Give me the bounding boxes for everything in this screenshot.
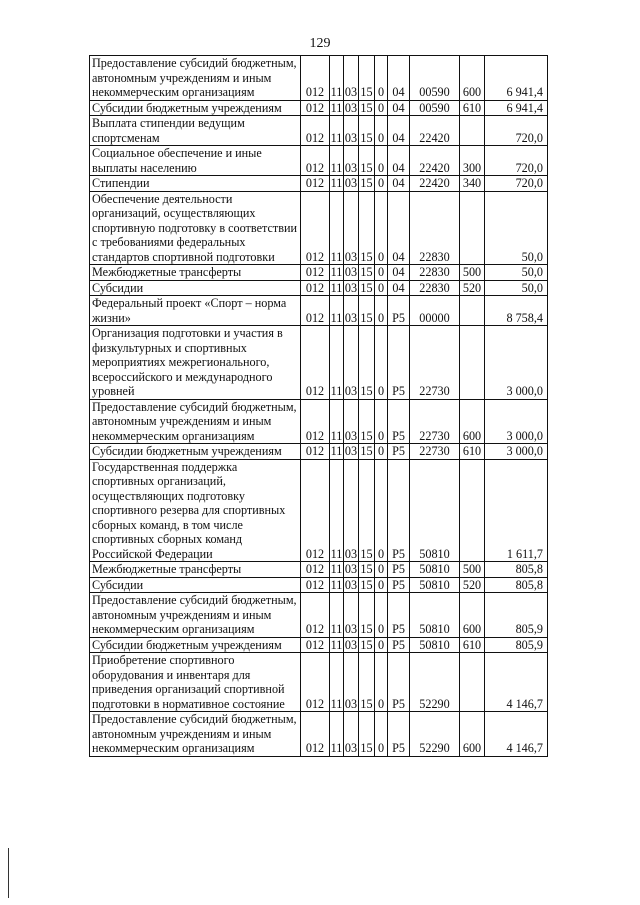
table-row bbox=[90, 326, 548, 400]
amount: 6 941,4 bbox=[485, 100, 548, 116]
program-code: 15 bbox=[360, 444, 373, 458]
row-name: Приобретение спортивного оборудования и инвентаря для приведения организаций спортивной подготовки в нормативное состояние bbox=[90, 653, 301, 712]
subsection-code: 03 bbox=[344, 280, 358, 295]
expense-type-code: 500 bbox=[460, 265, 485, 281]
section-code: 11 bbox=[330, 100, 343, 115]
program-code: 15 bbox=[360, 100, 373, 115]
project-code: 04 bbox=[388, 176, 410, 192]
direction-code: 00590 bbox=[410, 56, 460, 101]
subprogram-code: 0 bbox=[375, 191, 388, 265]
direction-code: 50810 bbox=[410, 637, 460, 653]
section-code: 11 bbox=[330, 399, 344, 444]
direction-code: 22420 bbox=[410, 176, 460, 192]
program-code: 15 bbox=[359, 146, 375, 176]
row-name: Субсидии бюджетным учреждениям bbox=[90, 444, 301, 460]
row-name: Межбюджетные трансферты bbox=[90, 562, 301, 578]
project-code: P5 bbox=[388, 444, 410, 460]
program-code: 15 bbox=[359, 653, 375, 712]
ministry-code: 012 bbox=[301, 296, 330, 326]
row-name: Федеральный проект «Спорт – норма жизни» bbox=[90, 296, 301, 326]
subsection-code: 03 bbox=[344, 176, 358, 190]
subprogram-code: 0 bbox=[375, 637, 388, 653]
amount: 6 941,4 bbox=[485, 56, 548, 101]
expense-type-code bbox=[460, 459, 485, 562]
table-row bbox=[90, 296, 548, 326]
ministry-code: 012 bbox=[301, 459, 330, 562]
amount: 4 146,7 bbox=[485, 653, 548, 712]
expense-type-code: 520 bbox=[460, 280, 485, 296]
subsection-code: 03 bbox=[344, 296, 359, 326]
program-code: 15 bbox=[359, 459, 375, 562]
subprogram-code: 0 bbox=[375, 176, 388, 192]
subsection-code: 03 bbox=[344, 191, 359, 265]
section-code: 11 bbox=[330, 280, 343, 295]
expense-type-code: 610 bbox=[460, 637, 485, 653]
direction-code: 52290 bbox=[410, 653, 460, 712]
amount: 805,9 bbox=[485, 593, 548, 638]
ministry-code: 012 bbox=[301, 653, 330, 712]
table-row bbox=[90, 444, 548, 460]
direction-code: 50810 bbox=[410, 593, 460, 638]
project-code: 04 bbox=[388, 56, 410, 101]
table-row bbox=[90, 459, 548, 562]
row-name: Субсидии бюджетным учреждениям bbox=[90, 100, 301, 116]
table-row bbox=[90, 280, 548, 296]
program-code: 15 bbox=[360, 637, 373, 652]
amount: 1 611,7 bbox=[485, 459, 548, 562]
table-row bbox=[90, 637, 548, 653]
subprogram-code: 0 bbox=[375, 712, 388, 757]
ministry-code: 012 bbox=[301, 577, 330, 593]
ministry-code: 012 bbox=[301, 399, 330, 444]
direction-code: 22730 bbox=[410, 399, 460, 444]
row-name: Субсидии bbox=[90, 577, 301, 593]
section-code: 11 bbox=[330, 296, 344, 326]
ministry-code: 012 bbox=[301, 593, 330, 638]
expense-type-code: 600 bbox=[460, 56, 485, 101]
section-code: 11 bbox=[330, 712, 344, 757]
project-code: 04 bbox=[388, 280, 410, 296]
project-code: P5 bbox=[388, 326, 410, 400]
expense-type-code bbox=[460, 296, 485, 326]
ministry-code: 012 bbox=[301, 116, 330, 146]
section-code: 11 bbox=[330, 191, 344, 265]
direction-code: 50810 bbox=[410, 562, 460, 578]
project-code: 04 bbox=[388, 191, 410, 265]
program-code: 15 bbox=[360, 562, 373, 576]
project-code: P5 bbox=[388, 459, 410, 562]
section-code: 11 bbox=[330, 265, 343, 279]
section-code: 11 bbox=[330, 444, 343, 458]
row-name: Государственная поддержка спортивных организаций, осуществляющих подготовку спортивного резерва для спортивных сборных команд, в том числе спортивных сборных команд Российской Федерации bbox=[90, 459, 301, 562]
section-code: 11 bbox=[330, 653, 344, 712]
table-row bbox=[90, 577, 548, 593]
ministry-code: 012 bbox=[301, 562, 330, 578]
expense-type-code bbox=[460, 191, 485, 265]
section-code: 11 bbox=[330, 176, 343, 190]
row-name: Стипендии bbox=[90, 176, 301, 192]
subsection-code: 03 bbox=[344, 637, 358, 652]
subprogram-code: 0 bbox=[375, 296, 388, 326]
section-code: 11 bbox=[330, 56, 344, 101]
program-code: 15 bbox=[359, 116, 375, 146]
expense-type-code: 300 bbox=[460, 146, 485, 176]
subsection-code: 03 bbox=[344, 100, 358, 115]
amount: 805,8 bbox=[485, 577, 548, 593]
subsection-code: 03 bbox=[344, 116, 359, 146]
amount: 3 000,0 bbox=[485, 444, 548, 460]
direction-code: 22830 bbox=[410, 280, 460, 296]
ministry-code: 012 bbox=[301, 444, 330, 460]
expense-type-code bbox=[460, 653, 485, 712]
subsection-code: 03 bbox=[344, 444, 358, 458]
subprogram-code: 0 bbox=[375, 100, 388, 116]
row-name: Социальное обеспечение и иные выплаты населению bbox=[90, 146, 301, 176]
subsection-code: 03 bbox=[344, 562, 358, 576]
subprogram-code: 0 bbox=[375, 653, 388, 712]
program-code: 15 bbox=[359, 712, 375, 757]
ministry-code: 012 bbox=[301, 56, 330, 101]
page-number: 129 bbox=[309, 36, 331, 51]
ministry-code: 012 bbox=[301, 712, 330, 757]
expense-type-code: 340 bbox=[460, 176, 485, 192]
section-code: 11 bbox=[330, 637, 343, 652]
subsection-code: 03 bbox=[344, 265, 358, 279]
amount: 720,0 bbox=[485, 176, 548, 192]
table-row bbox=[90, 146, 548, 176]
subprogram-code: 0 bbox=[375, 56, 388, 101]
project-code: P5 bbox=[388, 653, 410, 712]
table-row bbox=[90, 191, 548, 265]
amount: 3 000,0 bbox=[485, 326, 548, 400]
amount: 50,0 bbox=[485, 191, 548, 265]
project-code: 04 bbox=[388, 100, 410, 116]
table-row bbox=[90, 265, 548, 281]
program-code: 15 bbox=[360, 265, 373, 279]
subsection-code: 03 bbox=[344, 712, 359, 757]
program-code: 15 bbox=[359, 296, 375, 326]
direction-code: 22730 bbox=[410, 326, 460, 400]
budget-table bbox=[89, 55, 548, 757]
program-code: 15 bbox=[359, 56, 375, 101]
expense-type-code: 610 bbox=[460, 444, 485, 460]
project-code: P5 bbox=[388, 593, 410, 638]
amount: 8 758,4 bbox=[485, 296, 548, 326]
row-name: Предоставление субсидий бюджетным, автономным учреждениям и иным некоммерческим организациям bbox=[90, 593, 301, 638]
subsection-code: 03 bbox=[344, 399, 359, 444]
section-code: 11 bbox=[330, 326, 344, 400]
row-name: Предоставление субсидий бюджетным, автономным учреждениям и иным некоммерческим организациям bbox=[90, 399, 301, 444]
project-code: P5 bbox=[388, 712, 410, 757]
section-code: 11 bbox=[330, 593, 344, 638]
amount: 50,0 bbox=[485, 280, 548, 296]
subprogram-code: 0 bbox=[375, 265, 388, 281]
ministry-code: 012 bbox=[301, 326, 330, 400]
expense-type-code: 520 bbox=[460, 577, 485, 593]
subsection-code: 03 bbox=[344, 459, 359, 562]
subsection-code: 03 bbox=[344, 593, 359, 638]
subprogram-code: 0 bbox=[375, 459, 388, 562]
table-row bbox=[90, 100, 548, 116]
expense-type-code: 600 bbox=[460, 593, 485, 638]
program-code: 15 bbox=[359, 593, 375, 638]
program-code: 15 bbox=[360, 577, 373, 592]
program-code: 15 bbox=[359, 326, 375, 400]
table-row bbox=[90, 399, 548, 444]
project-code: P5 bbox=[388, 577, 410, 593]
row-name: Субсидии бюджетным учреждениям bbox=[90, 637, 301, 653]
ministry-code: 012 bbox=[301, 191, 330, 265]
program-code: 15 bbox=[360, 280, 373, 295]
row-name: Обеспечение деятельности организаций, осуществляющих спортивную подготовку в соответствии с требованиями федеральных стандартов спортивной подготовки bbox=[90, 191, 301, 265]
table-row bbox=[90, 712, 548, 757]
subprogram-code: 0 bbox=[375, 146, 388, 176]
row-name: Субсидии bbox=[90, 280, 301, 296]
subsection-code: 03 bbox=[344, 146, 359, 176]
amount: 4 146,7 bbox=[485, 712, 548, 757]
direction-code: 22830 bbox=[410, 191, 460, 265]
table-row bbox=[90, 593, 548, 638]
ministry-code: 012 bbox=[301, 146, 330, 176]
project-code: 04 bbox=[388, 265, 410, 281]
amount: 720,0 bbox=[485, 146, 548, 176]
row-name: Организация подготовки и участия в физкультурных и спортивных мероприятиях межрегионального, всероссийского и международного уровней bbox=[90, 326, 301, 400]
subsection-code: 03 bbox=[344, 326, 359, 400]
row-name: Выплата стипендии ведущим спортсменам bbox=[90, 116, 301, 146]
ministry-code: 012 bbox=[301, 100, 330, 116]
row-name: Межбюджетные трансферты bbox=[90, 265, 301, 281]
direction-code: 22830 bbox=[410, 265, 460, 281]
direction-code: 22420 bbox=[410, 116, 460, 146]
project-code: P5 bbox=[388, 562, 410, 578]
program-code: 15 bbox=[360, 176, 373, 190]
expense-type-code: 600 bbox=[460, 712, 485, 757]
row-name: Предоставление субсидий бюджетным, автономным учреждениям и иным некоммерческим организациям bbox=[90, 56, 301, 101]
expense-type-code: 500 bbox=[460, 562, 485, 578]
section-code: 11 bbox=[330, 562, 343, 576]
direction-code: 50810 bbox=[410, 577, 460, 593]
direction-code: 22420 bbox=[410, 146, 460, 176]
subprogram-code: 0 bbox=[375, 444, 388, 460]
expense-type-code bbox=[460, 116, 485, 146]
subprogram-code: 0 bbox=[375, 399, 388, 444]
direction-code: 50810 bbox=[410, 459, 460, 562]
direction-code: 00590 bbox=[410, 100, 460, 116]
amount: 720,0 bbox=[485, 116, 548, 146]
program-code: 15 bbox=[359, 399, 375, 444]
section-code: 11 bbox=[330, 116, 344, 146]
direction-code: 52290 bbox=[410, 712, 460, 757]
subsection-code: 03 bbox=[344, 577, 358, 592]
subsection-code: 03 bbox=[344, 56, 359, 101]
expense-type-code: 600 bbox=[460, 399, 485, 444]
project-code: P5 bbox=[388, 637, 410, 653]
ministry-code: 012 bbox=[301, 265, 330, 281]
project-code: P5 bbox=[388, 296, 410, 326]
subprogram-code: 0 bbox=[375, 562, 388, 578]
table-row bbox=[90, 176, 548, 192]
subprogram-code: 0 bbox=[375, 116, 388, 146]
row-name: Предоставление субсидий бюджетным, автономным учреждениям и иным некоммерческим организациям bbox=[90, 712, 301, 757]
subprogram-code: 0 bbox=[375, 593, 388, 638]
amount: 805,8 bbox=[485, 562, 548, 578]
budget-table-body bbox=[90, 56, 548, 757]
section-code: 11 bbox=[330, 146, 344, 176]
subprogram-code: 0 bbox=[375, 280, 388, 296]
project-code: P5 bbox=[388, 399, 410, 444]
table-row bbox=[90, 562, 548, 578]
ministry-code: 012 bbox=[301, 280, 330, 296]
section-code: 11 bbox=[330, 577, 343, 592]
direction-code: 22730 bbox=[410, 444, 460, 460]
section-code: 11 bbox=[330, 459, 344, 562]
table-row bbox=[90, 653, 548, 712]
margin-mark bbox=[8, 848, 9, 898]
project-code: 04 bbox=[388, 146, 410, 176]
expense-type-code bbox=[460, 326, 485, 400]
program-code: 15 bbox=[359, 191, 375, 265]
ministry-code: 012 bbox=[301, 637, 330, 653]
table-row bbox=[90, 56, 548, 101]
subsection-code: 03 bbox=[344, 653, 359, 712]
table-row bbox=[90, 116, 548, 146]
subprogram-code: 0 bbox=[375, 577, 388, 593]
expense-type-code: 610 bbox=[460, 100, 485, 116]
project-code: 04 bbox=[388, 116, 410, 146]
direction-code: 00000 bbox=[410, 296, 460, 326]
amount: 3 000,0 bbox=[485, 399, 548, 444]
ministry-code: 012 bbox=[301, 176, 330, 192]
subprogram-code: 0 bbox=[375, 326, 388, 400]
amount: 50,0 bbox=[485, 265, 548, 281]
amount: 805,9 bbox=[485, 637, 548, 653]
